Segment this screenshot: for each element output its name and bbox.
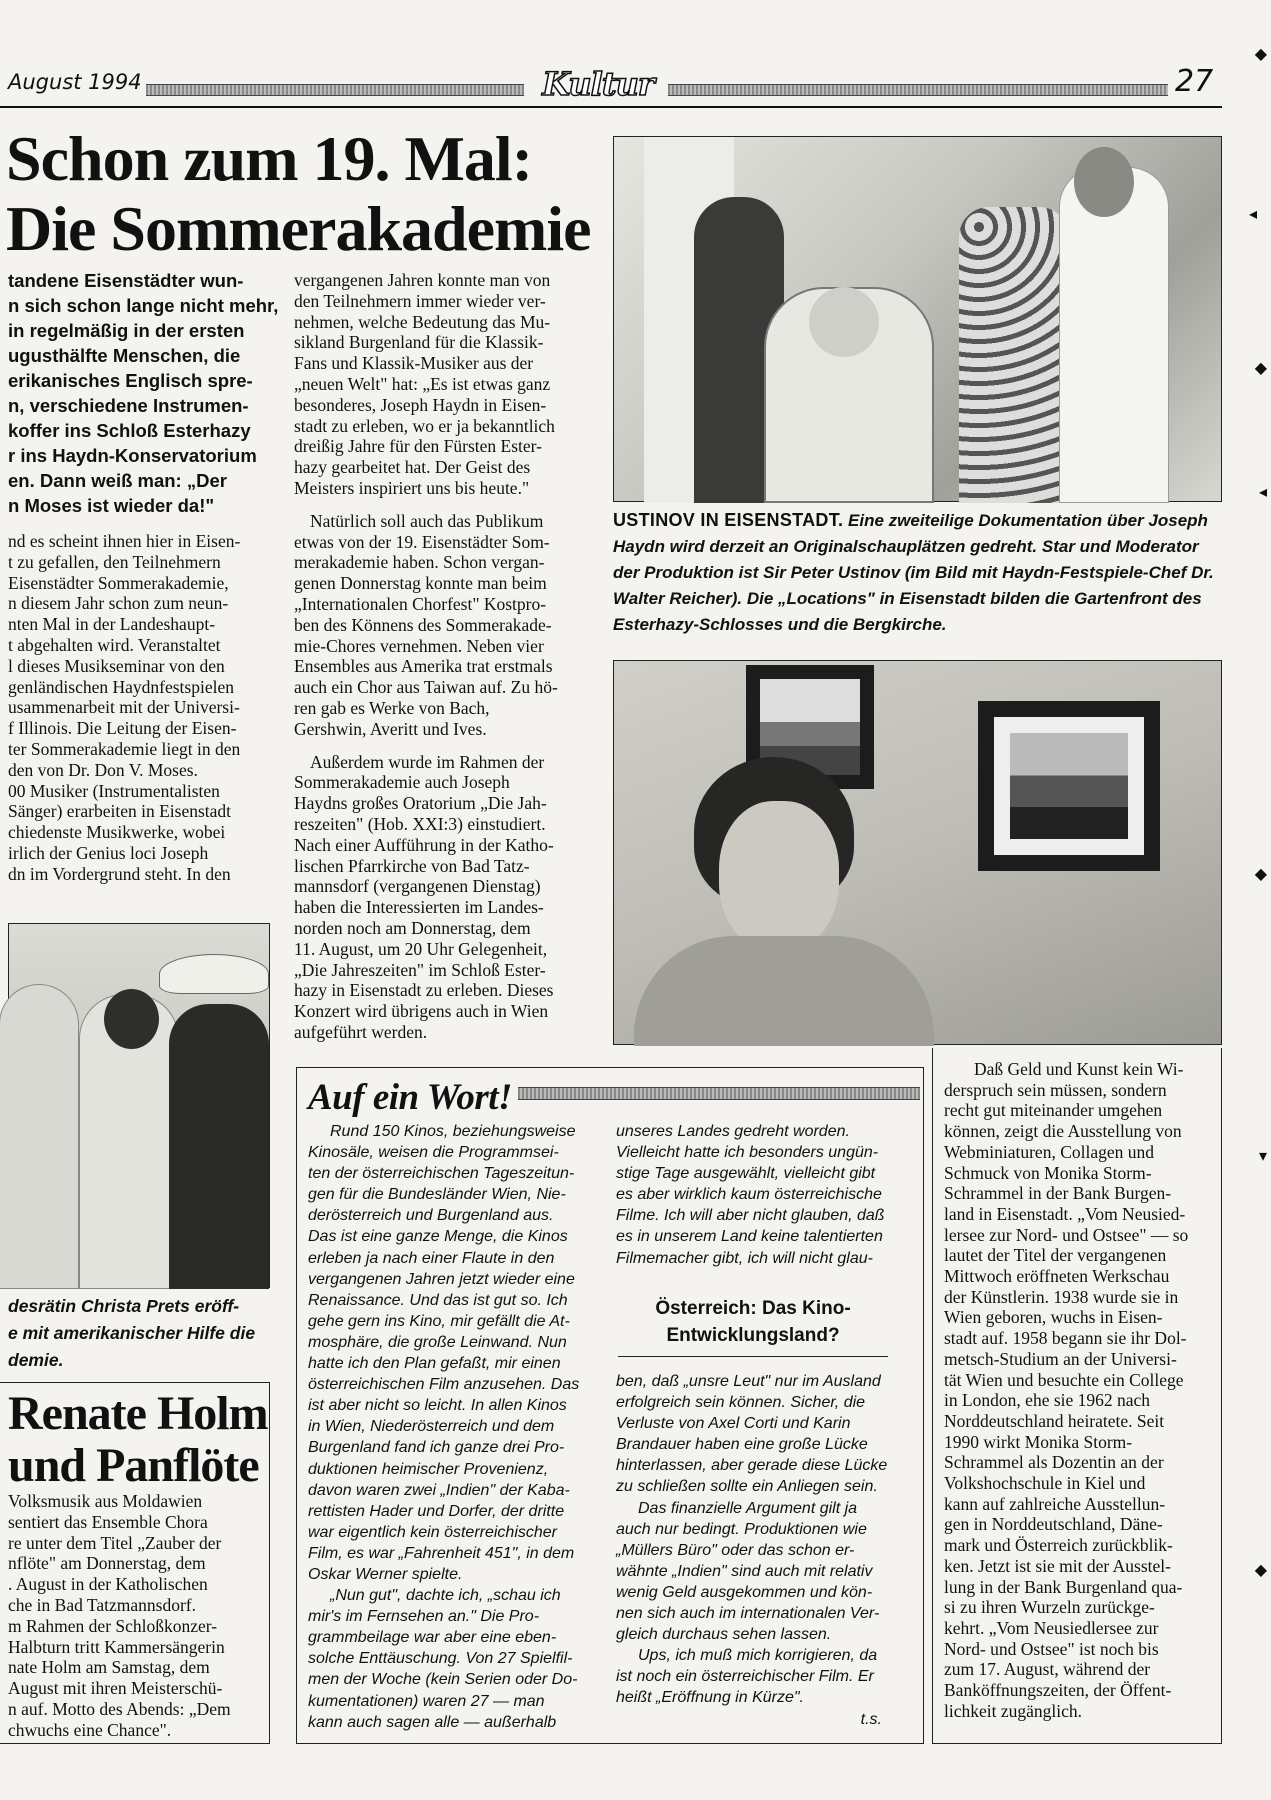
photo-ustinov [613, 136, 1222, 502]
caption-label: USTINOV IN EISENSTADT. [613, 510, 844, 530]
headline-line-1: Schon zum 19. Mal: [6, 123, 532, 194]
scan-edge-mark: ◂ [1258, 482, 1267, 501]
article-paragraph: Rund 150 Kinos, beziehungsweise Kinosäle, weisen die Programmsei- ten der österreichischen Tageszeitun- gen für die Bundesländer Wien, Nie- derösterreich und Burgenland aus. Das ist eine ganze Menge, die Kinos erleben ja nach einer Flaute in den vergangenen Jahren jetzt wieder eine Renaissance. Und das ist gut so. Ich gehe gern ins Kino, mir gefällt die At- mosphäre, die große Leinwand. Nun hatte ich den Plan gefaßt, mir einen österreichischen Film anzusehen. Das ist aber nicht so leicht. In allen Kinos in Wien, Niederösterreich und dem Burgenland fand ich ganze drei Pro- duktionen heimischer Provenienz, davon waren zwei „Indien" der Kaba- rettisten Hader und Dorfer, der dritte war eigentlich kein österreichischer Film, es war „Fahrenheit 451", in dem Oskar Werner spielte. [308, 1123, 580, 1583]
ustinov-caption [613, 507, 1222, 638]
masthead-bar-right [668, 84, 1168, 96]
scan-edge-mark: ◆ [1254, 358, 1267, 377]
article-paragraph: ben, daß „unsre Leut" nur im Ausland erfolgreich sein können. Sicher, die Verluste von Axel Corti und Karin Brandauer haben eine große Lücke hinterlassen, aber gerade diese Lücke zu schließen sollte ein Anliegen sein. [616, 1373, 888, 1496]
article-paragraph: Ups, ich muß mich korrigieren, da ist noch ein österreichischer Film. Er heißt „Eröffnung in Kürze". [616, 1647, 878, 1707]
article-paragraph: Außerdem wurde im Rahmen der Sommerakademie auch Joseph Haydns großes Oratorium „Die Jah- reszeiten" (Hob. XXI:3) einstudiert. Nach einer Aufführung in der Katho- lischen Pfarrkirche von Bad Tatz- mannsdorf (vergangenen Dienstag) haben die Interessierten im Landes- norden noch am Donnerstag, dem 11. August, um 20 Uhr Gelegenheit, „Die Jahreszeiten" im Schloß Ester- hazy in Eisenstadt zu erleben. Dieses Konzert wird übrigens auch in Wien aufgeführt werden. [294, 751, 554, 1042]
article-column-1: nd es scheint ihnen hier in Eisen- t zu gefallen, den Teilnehmern Eisenstädter Sommerakademie, n diesem Jahr schon zum neun- nten Mal in der Landeshaupt- t abgehalten wird. Veranstaltet l dieses Musikseminar von den genländischen Haydnfestspielen usammenarbeit mit der Universi- f Illinois. Die Leitung der Eisen- ter Sommerakademie liegt in den den von Dr. Don V. Moses. 00 Musiker (Instrumentalisten Sänger) erarbeiten in Eisenstadt chiedenste Musikwerke, wobei irlich der Genius loci Joseph dn im Vordergrund steht. In den [8, 531, 241, 884]
kino-subhead: Österreich: Das Kino- Entwicklungsland? [655, 1298, 851, 1346]
storm-schrammel-article: Daß Geld und Kunst kein Wi- derspruch sein müssen, sondern recht gut miteinander umgehen können, zeigt die Ausstellung von Webminiaturen, Collagen und Schmuck von Monika Storm- Schrammel in der Bank Burgen- land in Eisenstadt. „Vom Neusied- lersee zur Nord- und Ostsee" — so lautet der Titel der vergangenen Mittwoch eröffneten Werkschau der Künstlerin. 1938 wurde sie in Wien geboren, wuchs in Eisen- stadt auf. 1958 begann sie ihr Dol- metsch-Studium an der Universi- tät Wien und besuchte ein College in London, ehe sie 1962 nach Norddeutschland heiratete. Seit 1990 wirkt Monika Storm- Schrammel als Dozentin an der Volkshochschule in Kiel und kann auf zahlreiche Ausstellun- gen in Norddeutschland, Däne- mark und Österreich zurückblik- ken. Jetzt ist sie mit der Ausstel- lung in der Bank Burgenland qua- si zu ihren Wurzeln zurückge- kehrt. „Vom Neusiedlersee zur Nord- und Ostsee" ist noch bis zum 17. August, während der Banköffnungszeiten, der Öffent- lichkeit zugänglich. [944, 1059, 1189, 1721]
photo-frame-picture-2 [978, 701, 1160, 871]
auf-ein-wort-bar [518, 1087, 920, 1100]
photo-figure-woman-left [0, 984, 79, 1289]
photo-figure-head [809, 287, 879, 357]
main-headline [0, 124, 600, 264]
photo-figure-white-shirt [1059, 167, 1169, 503]
photo-woman-face [719, 801, 839, 951]
auf-ein-wort-column-2-bottom [616, 1371, 912, 1731]
page-number: 27 [1175, 64, 1214, 99]
scan-edge-mark: ◂ [1248, 204, 1257, 223]
masthead-rule [0, 106, 1222, 108]
renate-holm-title: Renate Holm und Panflöte [8, 1387, 268, 1492]
scan-edge-mark: ▾ [1258, 1146, 1267, 1165]
photo-figure-head [104, 989, 159, 1049]
photo-figure-patterned-shirt [959, 207, 1069, 503]
photo-figure-man-cowboy [169, 1004, 269, 1289]
prets-caption: desrätin Christa Prets eröff- e mit amerikanischer Hilfe die demie. [8, 1296, 256, 1370]
subhead-rule [618, 1356, 888, 1357]
scan-edge-mark: ◆ [1254, 864, 1267, 883]
photo-monika-storm-schrammel [613, 660, 1222, 1045]
article-column-2 [294, 270, 590, 1050]
headline-line-2: Die Sommerakademie [6, 193, 591, 264]
article-lead: tandene Eisenstädter wun- n sich schon lange nicht mehr, in regelmäßig in der ersten ugusthälfte Menschen, die erikanisches Englisch spre- n, verschiedene Instrumen- koffer ins Schloß Esterhazy r ins Haydn-Konservatorium en. Dann weiß man: „Der n Moses ist wieder da!" [8, 270, 279, 516]
scan-edge-mark: ◆ [1254, 44, 1267, 63]
article-paragraph: „Nun gut", dachte ich, „schau ich mir's im Fernsehen an." Die Pro- grammbeilage war aber eine eben- solche Enttäuschung. Von 27 Spielfil- men der Woche (kein Serien oder Do- kumentationen) waren 27 — man kann auch sagen alle — außerhalb [308, 1587, 578, 1731]
auf-ein-wort-column-2-top: unseres Landes gedreht worden. Vielleicht hatte ich besonders ungün- stige Tage ausgewählt, vielleicht gibt es aber wirklich kaum österreichische Filme. Ich will aber nicht glauben, daß es in unserem Land keine talentierten Filmemacher gibt, ich will nicht glau- [616, 1123, 885, 1267]
masthead [0, 62, 1222, 108]
article-paragraph: vergangenen Jahren konnte man von den Teilnehmern immer wieder ver- nehmen, welche Bedeutung das Mu- sikland Burgenland für die Klassik- Fans und Klassik-Musiker aus der „neuen Welt" hat: „Es ist etwas ganz besonderes, Joseph Haydn in Eisen- stadt zu erleben, wo er ja bekanntlich dreißig Jahre für den Fürsten Ester- hazy gearbeitet hat. Der Geist des Meisters inspiriert uns bis heute." [294, 270, 555, 498]
photo-christa-prets [8, 923, 270, 1288]
issue-date: August 1994 [8, 70, 142, 94]
author-signature: t.s. [860, 1710, 882, 1728]
article-paragraph: Das finanzielle Argument gilt ja auch nur bedingt. Produktionen wie „Müllers Büro" oder das schon er- wähnte „Indien" sind auch mit relativ wenig Geld ausgekommen und kön- nen sich auch im internationalen Ver- gleich durchaus sehen lassen. [616, 1499, 880, 1644]
caption-text: Eine zweiteilige Dokumentation über Joseph Haydn wird derzeit an Originalschauplätzen gedreht. Star und Moderator der Produktion ist Sir Peter Ustinov (im Bild mit Haydn-Festspiele-Chef Dr. Walter Reicher). Die „Locations" in Eisenstadt bilden die Gartenfront des Esterhazy-Schlosses und die Bergkirche. [613, 511, 1214, 634]
auf-ein-wort-column-1 [308, 1121, 600, 1731]
renate-holm-text: Volksmusik aus Moldawien sentiert das Ensemble Chora re unter dem Titel „Zauber der nflöte" am Donnerstag, dem . August in der Katholischen che in Bad Tatzmannsdorf. m Rahmen der Schloßkonzer- Halbturn tritt Kammersängerin nate Holm am Samstag, dem August mit ihren Meisterschü- n auf. Motto des Abends: „Dem chwuchs eine Chance". [8, 1491, 231, 1740]
scan-edge-mark: ◆ [1254, 1560, 1267, 1579]
photo-figure-head [1074, 147, 1134, 217]
article-paragraph: Natürlich soll auch das Publikum etwas von der 19. Eisenstädter Som- merakademie haben. Schon vergan- genen Donnerstag konnte man beim „Internationalen Chorfest" Kostpro- ben des Könnens des Sommerakade- mie-Chores vernehmen. Neben vier Ensembles aus Amerika trat erstmals auch ein Chor aus Taiwan auf. Zu hö- ren gab es Werke von Bach, Gershwin, Averitt und Ives. [294, 510, 558, 739]
section-logo: Kultur [542, 65, 654, 103]
auf-ein-wort-title: Auf ein Wort! [308, 1077, 512, 1118]
photo-cowboy-hat [159, 954, 269, 994]
photo-woman-body [634, 936, 934, 1046]
masthead-bar-left [146, 84, 524, 96]
